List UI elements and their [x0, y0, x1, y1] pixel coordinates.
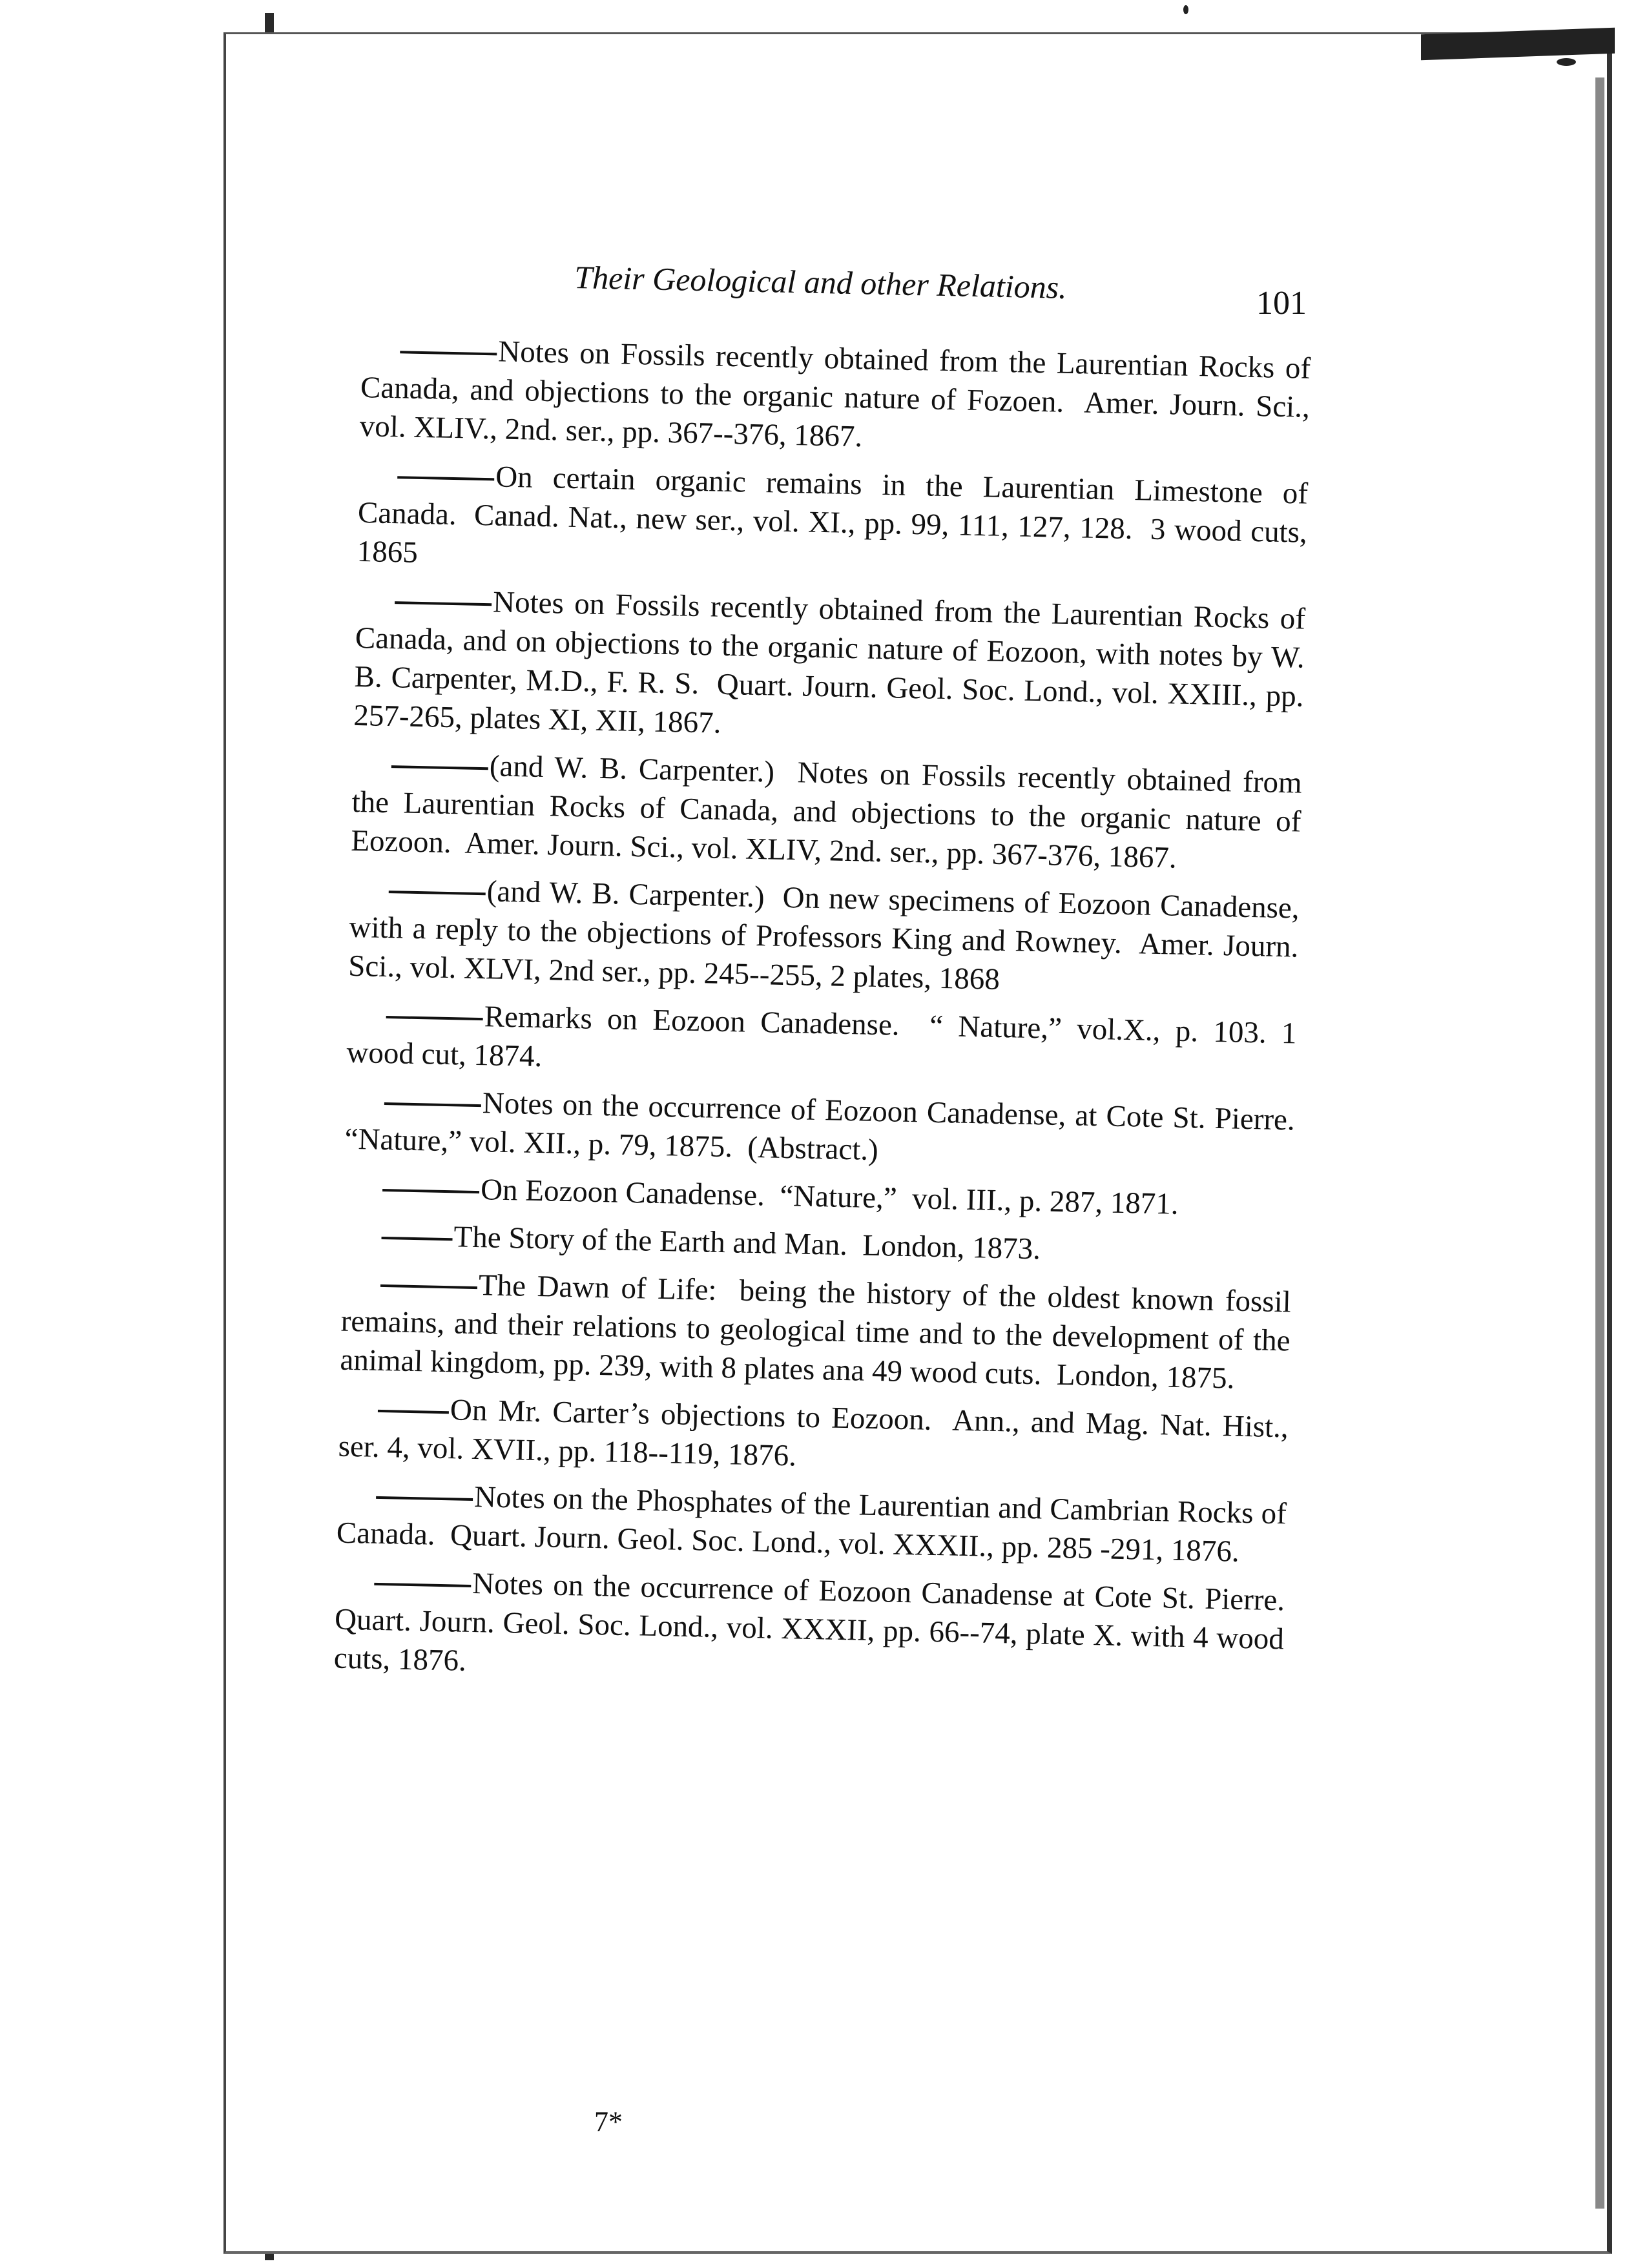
- page-edge-shadow: [1595, 77, 1604, 2209]
- entry-text: (and W. B. Carpenter.) On new specimens of Eozoon Canadense, with a reply to the objections of Professors King and Rowney. Amer. Journ. Sci., vol. XLVI, 2nd ser., pp. 245--255, 2 plates, 1868: [347, 874, 1307, 996]
- bibliography-entry: [346, 995, 1305, 1092]
- bibliography-entry: [342, 1215, 1292, 1274]
- bibliography-list: [333, 329, 1319, 1706]
- bibliography-entry: [344, 1168, 1294, 1226]
- ditto-dash: [384, 1102, 481, 1107]
- entry-text: Notes on the Phosphates of the Laurentian and Cambrian Rocks of Canada. Quart. Journ. Geol. Soc. Lond., vol. XXXII., pp. 285 -291, 1876.: [336, 1480, 1295, 1569]
- ditto-dash: [374, 1583, 471, 1587]
- bibliography-entry: [359, 329, 1319, 466]
- entry-text: The Dawn of Life: being the history of the oldest known fossil remains, and their relations to geological time and to the development of the animal kingdom, pp. 239, with 8 plates ana 49 wood cuts. London, 1875.: [340, 1268, 1300, 1396]
- bibliography-entry: [333, 1562, 1301, 1698]
- entry-text: Notes on the occurrence of Eozoon Canadense at Cote St. Pierre. Quart. Journ. Geol. Soc. Lond., vol. XXXII, pp. 66--74, plate X. with 4 wood cuts, 1876.: [333, 1567, 1301, 1678]
- entry-text: Notes on the occurrence of Eozoon Canadense, at Cote St. Pierre. “Nature,” vol. XII., p. 79, 1875. (Abstract.): [344, 1086, 1311, 1168]
- bibliography-entry: [350, 744, 1310, 880]
- bibliography-entry: [357, 455, 1316, 591]
- running-head: Their Geological and other Relations.: [574, 258, 1068, 305]
- bibliography-entry: [338, 1388, 1296, 1486]
- ditto-dash: [395, 601, 492, 606]
- ditto-dash: [382, 1189, 479, 1193]
- entry-text: Notes on Fossils recently obtained from the Laurentian Rocks of Canada, and on objections to the organic nature of Eozoon, with notes by W. B. Carpenter, M.D., F. R. S. Quart. Journ. Geol. Soc. Lond., vol. XXIII., pp. 257-265, plates XI, XII, 1867.: [353, 585, 1314, 740]
- entry-text: Remarks on Eozoon Canadense. “ Nature,” vol.X., p. 103. 1 wood cut, 1874.: [346, 1000, 1305, 1074]
- ditto-dash: [376, 1496, 473, 1501]
- page-number: 101: [1256, 285, 1307, 322]
- signature-mark: 7*: [594, 2106, 623, 2138]
- ditto-dash: [380, 1284, 477, 1289]
- entry-text: (and W. B. Carpenter.) Notes on Fossils recently obtained from the Laurentian Rocks of Canada, and objections to the organic nature of Eozoon. Amer. Journ. Sci., vol. XLIV, 2nd. ser., pp. 367-376, 1867.: [350, 749, 1310, 875]
- entry-text: On Eozoon Canadense. “Nature,” vol. III., p. 287, 1871.: [480, 1173, 1179, 1221]
- ditto-dash: [386, 1016, 483, 1020]
- bibliography-entry: [340, 1263, 1300, 1399]
- entry-text: Notes on Fossils recently obtained from the Laurentian Rocks of Canada, and objections to the organic nature of Fozoen. Amer. Journ. Sci., vol. XLIV., 2nd. ser., pp. 367--376, 1867.: [359, 335, 1319, 454]
- ditto-dash: [378, 1410, 449, 1414]
- bibliography-entry: [347, 869, 1307, 1005]
- bibliography-entry: [353, 580, 1314, 755]
- scan-speck: [1183, 5, 1188, 14]
- scan-speck: [1557, 58, 1576, 66]
- ditto-dash: [381, 1237, 452, 1241]
- bibliography-entry: [344, 1081, 1311, 1179]
- ditto-dash: [389, 891, 486, 895]
- entry-text: On Mr. Carter’s objections to Eozoon. Ann., and Mag. Nat. Hist., ser. 4, vol. XVII., pp. 118--119, 1876.: [338, 1393, 1296, 1473]
- ditto-dash: [391, 765, 488, 770]
- entry-text: The Story of the Earth and Man. London, 1873.: [453, 1220, 1041, 1266]
- bibliography-entry: [336, 1475, 1295, 1572]
- entry-text: On certain organic remains in the Laurentian Limestone of Canada. Canad. Nat., new ser., vol. XI., pp. 99, 111, 127, 128. 3 wood cuts, 1865: [357, 460, 1316, 570]
- ditto-dash: [397, 476, 494, 480]
- ditto-dash: [400, 351, 497, 355]
